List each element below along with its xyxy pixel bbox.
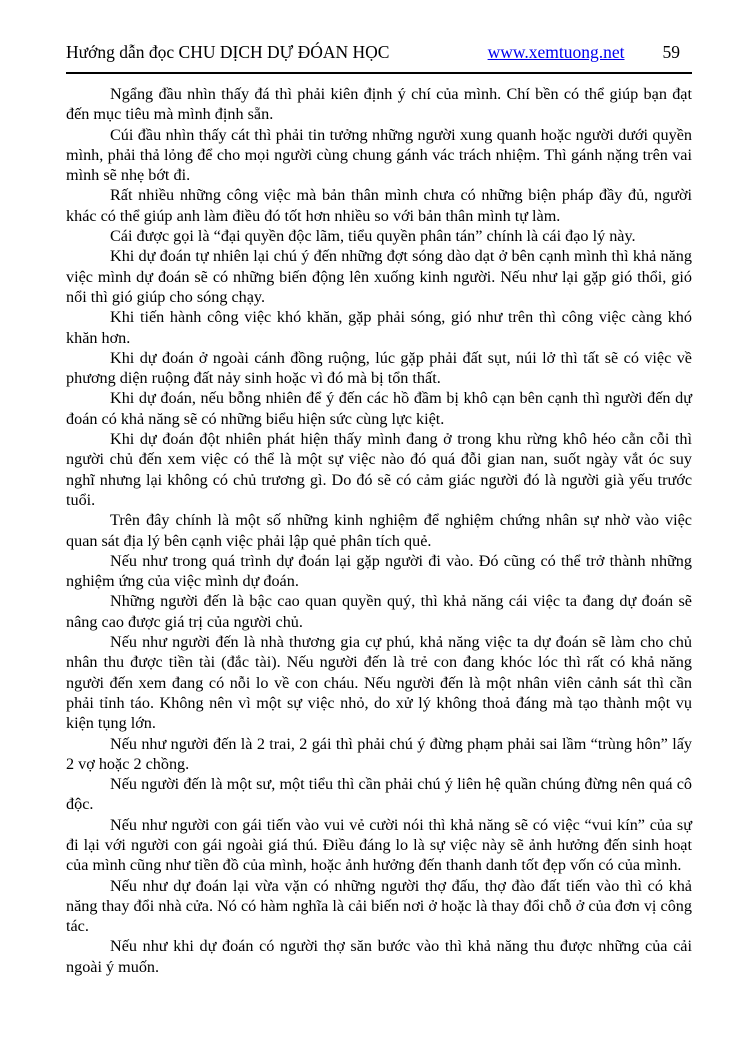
- paragraph: Rất nhiều những công việc mà bản thân mình chưa có những biện pháp đầy đủ, người khác có thể giúp anh làm điều đó tốt hơn nhiều so với bản thân mình tự làm.: [66, 186, 692, 225]
- paragraph: Trên đây chính là một số những kinh nghiệm để nghiệm chứng nhân sự nhờ vào việc quan sát địa lý bên cạnh việc phải lập quẻ phân tích quẻ.: [66, 511, 692, 550]
- page-content: [66, 84, 692, 977]
- paragraph: Khi dự đoán đột nhiên phát hiện thấy mình đang ở trong khu rừng khô héo cằn cỗi thì người chủ đến xem việc có thể là một sự việc nào đó quá đỗi gian nan, suốt ngày vắt óc suy nghĩ nhưng lại không có chủ trương gì. Do đó sẽ có cảm giác người đó là người già yếu trước tuổi.: [66, 430, 692, 509]
- paragraph: Khi dự đoán ở ngoài cánh đồng ruộng, lúc gặp phải đất sụt, núi lở thì tất sẽ có việc về phương diện ruộng đất nảy sinh hoặc vì đó mà bị tổn thất.: [66, 348, 692, 388]
- header-divider: [66, 72, 692, 74]
- paragraph: Nếu người đến là một sư, một tiểu thì cần phải chú ý liên hệ quần chúng đừng nên quá cô độc.: [66, 775, 692, 814]
- paragraph: Cúi đầu nhìn thấy cát thì phải tin tưởng những người xung quanh hoặc người dưới quyền mình, phải thả lỏng để cho mọi người cùng chung gánh vác trách nhiệm. Thì gánh nặng trên vai mình sẽ nhẹ bớt đi.: [66, 125, 692, 185]
- paragraph: Nếu như dự đoán lại vừa vặn có những người thợ đấu, thợ đào đất tiến vào thì có khả năng thay đổi nhà cửa. Nó có hàm nghĩa là cải biến nơi ở hoặc là thay đổi chỗ ở của đơn vị công tác.: [66, 876, 692, 936]
- paragraph: Những người đến là bậc cao quan quyền quý, thì khả năng cái việc ta đang dự đoán sẽ nâng cao được giá trị của người chủ.: [66, 592, 692, 631]
- paragraph: Khi dự đoán, nếu bỗng nhiên để ý đến các hồ đầm bị khô cạn bên cạnh thì người đến dự đoán có khả năng sẽ có những biểu hiện sức cùng lực kiệt.: [66, 389, 692, 428]
- paragraph: Cái được gọi là “đại quyền độc lãm, tiểu quyền phân tán” chính là cái đạo lý này.: [110, 227, 636, 246]
- page-header-title: Hướng dẫn đọc CHU DỊCH DỰ ĐÓAN HỌC: [66, 42, 390, 62]
- paragraph: Nếu như người đến là nhà thương gia cự phú, khả năng việc ta dự đoán sẽ làm cho chủ nhân thu được tiền tài (đắc tài). Nếu người đến là trẻ con đang khóc lóc thì rất có khả năng người đến xem đang có nỗi lo về con cháu. Nếu người đến là một nhân viên cảnh sát thì cần phải tỉnh táo. Không nên vì một sự việc nhỏ, do xử lý không thoả đáng mà tạo thành một vụ kiện tụng lớn.: [66, 633, 692, 733]
- paragraph: Nếu như người con gái tiến vào vui vẻ cười nói thì khả năng sẽ có việc “vui kín” của sự đi lại với người con gái ngoài giá thú. Điều đáng lo là sự việc này sẽ ảnh hưởng đến sinh hoạt của mình cũng như tiền đồ của mình, hoặc ảnh hưởng đến thanh danh tốt đẹp vốn có của mình.: [66, 815, 692, 875]
- paragraph: Ngẩng đầu nhìn thấy đá thì phải kiên định ý chí của mình. Chí bền có thể giúp bạn đạt đến mục tiêu mà mình định sẵn.: [66, 85, 692, 124]
- paragraph: Nếu như người đến là 2 trai, 2 gái thì phải chú ý đừng phạm phải sai lầm “trùng hôn” lấy 2 vợ hoặc 2 chồng.: [66, 734, 692, 773]
- page-header: [66, 42, 692, 63]
- page-number: 59: [662, 42, 680, 62]
- website-link[interactable]: www.xemtuong.net: [487, 42, 625, 62]
- paragraph: Khi tiến hành công việc khó khăn, gặp phải sóng, gió như trên thì công việc càng khó khăn hơn.: [66, 308, 692, 347]
- paragraph: Nếu như trong quá trình dự đoán lại gặp người đi vào. Đó cũng có thể trở thành những nghiệm ứng của việc mình dự đoán.: [66, 551, 692, 591]
- paragraph: Khi dự đoán tự nhiên lại chú ý đến những đợt sóng dào dạt ở bên cạnh mình thì khả năng việc mình dự đoán sẽ có những biến động lên xuống kinh người. Nếu như lại gặp gió thổi, gió nổi thì gió giúp cho sóng chạy.: [66, 247, 692, 306]
- paragraph: Nếu như khi dự đoán có người thợ săn bước vào thì khả năng thu được những của cải ngoài ý muốn.: [66, 937, 692, 976]
